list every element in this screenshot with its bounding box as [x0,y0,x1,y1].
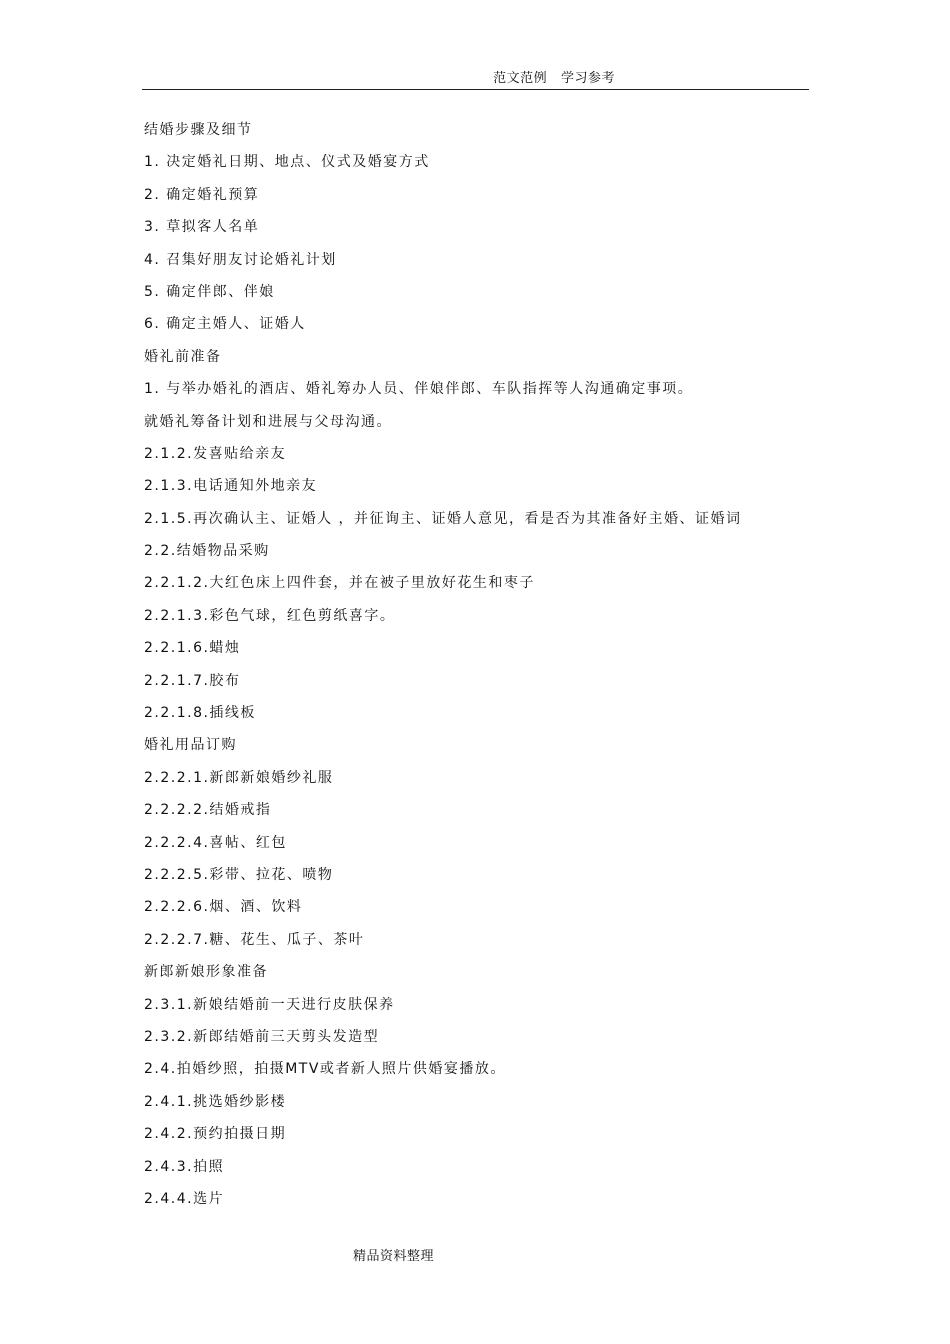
document-body [144,118,824,1219]
header-text: 范文范例 学习参考 [493,71,615,86]
section-heading: 婚礼前准备 [144,348,222,365]
text-line: 2.2.2.4.喜帖、红包 [144,834,287,851]
text-line: 2.2.2.2.结婚戒指 [144,802,272,819]
text-line: 1. 决定婚礼日期、地点、仪式及婚宴方式 [144,154,430,171]
text-line: 2.1.2.发喜贴给亲友 [144,445,287,462]
doc-title: 结婚步骤及细节 [144,122,253,138]
text-line: 2.3.1.新娘结婚前一天进行皮肤保养 [144,996,395,1013]
text-line: 2.4.3.拍照 [144,1158,225,1175]
text-line: 2.2.1.7.胶布 [144,672,241,689]
section-heading: 新郎新娘形象准备 [144,964,268,981]
text-line: 5. 确定伴郎、伴娘 [144,283,275,300]
text-line: 2.2.1.8.插线板 [144,705,256,722]
text-line: 2.3.2.新郎结婚前三天剪头发造型 [144,1028,380,1045]
text-line: 2.2.2.6.烟、酒、饮料 [144,899,303,916]
text-line: 1. 与举办婚礼的酒店、婚礼筹办人员、伴娘伴郎、车队指挥等人沟通确定事项。 [144,381,694,398]
text-line: 6. 确定主婚人、证婚人 [144,316,306,333]
text-line: 2.4.2.预约拍摄日期 [144,1126,287,1143]
page-header [142,70,809,90]
text-line: 2.4.1.挑选婚纱影楼 [144,1093,287,1110]
text-line: 2.4.拍婚纱照，拍摄MTV或者新人照片供婚宴播放。 [144,1061,506,1078]
text-line: 2.1.3.电话通知外地亲友 [144,478,318,495]
text-line: 2.2.结婚物品采购 [144,543,270,560]
text-line: 4. 召集好朋友讨论婚礼计划 [144,251,337,268]
text-line: 就婚礼筹备计划和进展与父母沟通。 [144,413,392,430]
text-line: 2.2.1.6.蜡烛 [144,640,241,657]
page-footer: 精品资料整理 [353,1249,435,1264]
text-line: 2.2.1.3.彩色气球，红色剪纸喜字。 [144,607,396,624]
section-heading: 婚礼用品订购 [144,737,237,754]
text-line: 2.2.2.7.糖、花生、瓜子、茶叶 [144,931,365,948]
text-line: 2.2.1.2.大红色床上四件套，并在被子里放好花生和枣子 [144,575,535,592]
text-line: 2.2.2.1.新郎新娘婚纱礼服 [144,769,334,786]
text-line: 2.1.5.再次确认主、证婚人 ，并征询主、证婚人意见，看是否为其准备好主婚、证婚词 [144,510,742,527]
text-line: 2. 确定婚礼预算 [144,186,260,203]
text-line: 3. 草拟客人名单 [144,219,260,236]
text-line: 2.2.2.5.彩带、拉花、喷物 [144,866,334,883]
text-line: 2.4.4.选片 [144,1190,225,1207]
